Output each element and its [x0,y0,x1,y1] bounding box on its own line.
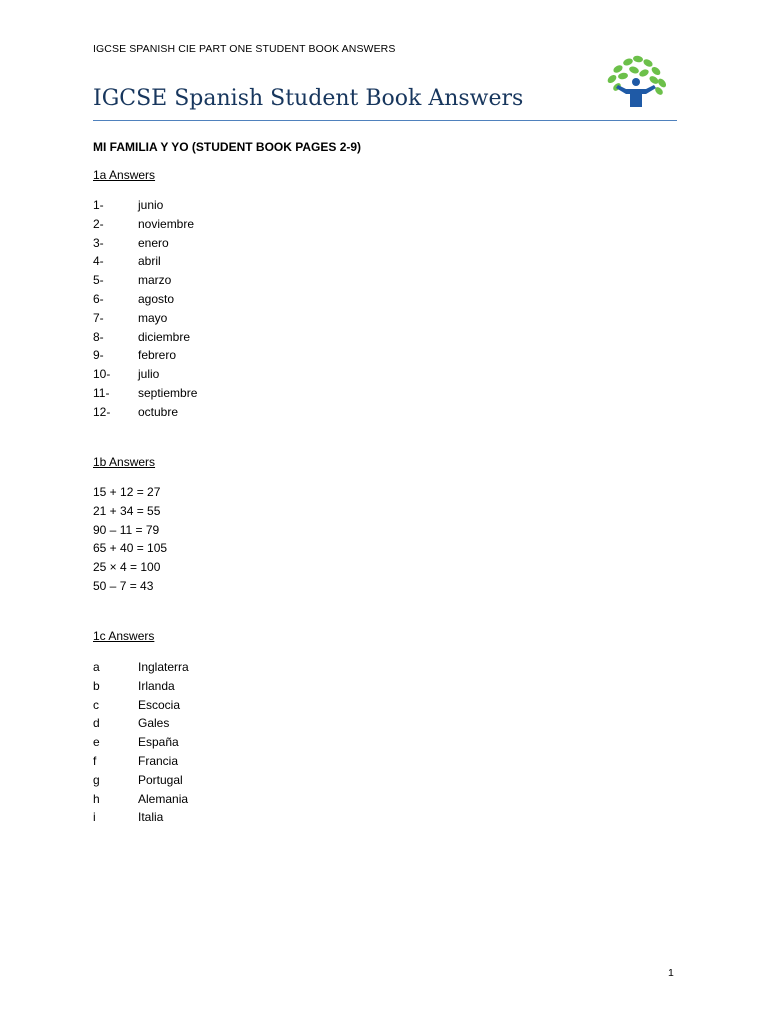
list-item [93,234,197,253]
page-number: 1 [668,967,674,979]
item-text: Irlanda [138,678,175,693]
list-item: 65 + 40 = 105 [93,541,168,556]
list-item: 15 + 12 = 27 [93,485,161,499]
item-text: Francia [138,753,179,768]
item-text: junio [138,198,164,212]
list-item: 90 – 11 = 79 [93,522,160,537]
item-letter: g [93,772,100,787]
list-item [93,714,189,733]
item-text: diciembre [138,329,191,344]
item-text: julio [138,367,160,382]
list-item [93,290,197,309]
item-number: 10- [93,367,111,382]
item-letter: f [93,753,97,768]
list-item [93,808,189,827]
list-item [93,771,189,790]
item-text: Inglaterra [138,660,189,674]
list-item [93,733,189,752]
list-item: 50 – 7 = 43 [93,578,154,593]
list-item [93,658,189,677]
list-item [93,252,197,271]
item-text: abril [138,254,161,269]
list-item [93,196,197,215]
item-text: Alemania [138,791,189,806]
item-number: 4- [93,254,104,269]
list-item [93,403,197,422]
list-item [93,365,197,384]
list-item [93,328,197,347]
item-text: Gales [138,716,170,731]
item-text: septiembre [138,385,198,400]
list-item [93,790,189,809]
list-item [93,696,189,715]
section-heading: MI FAMILIA Y YO (STUDENT BOOK PAGES 2-9) [93,140,362,154]
item-letter: b [93,678,100,693]
list-item: 21 + 34 = 55 [93,503,161,518]
item-text: Portugal [138,772,183,787]
item-number: 5- [93,273,104,288]
item-text: febrero [138,348,177,363]
item-letter: d [93,716,100,731]
subheading-1a: 1a Answers [93,168,156,182]
item-number: 7- [93,310,104,325]
item-number: 1- [93,198,104,212]
subheading-1b: 1b Answers [93,455,156,469]
list-item [93,677,189,696]
list-item [93,346,197,365]
item-text: agosto [138,291,175,306]
item-number: 2- [93,216,104,231]
item-letter: e [93,735,100,750]
item-number: 8- [93,329,104,344]
item-number: 9- [93,348,104,363]
item-text: octubre [138,404,179,419]
list-item [93,384,197,403]
item-number: 12- [93,404,111,419]
list-item: 25 × 4 = 100 [93,560,161,575]
running-header: IGCSE SPANISH CIE PART ONE STUDENT BOOK ANSWERS [93,43,396,55]
document-title: IGCSE Spanish Student Book Answers [93,86,524,111]
item-letter: c [93,697,99,712]
item-text: marzo [138,273,172,288]
item-number: 6- [93,291,104,306]
item-text: España [138,735,179,750]
item-text: Escocia [138,697,181,712]
subheading-1c: 1c Answers [93,629,155,643]
item-text: enero [138,235,169,250]
item-letter: a [93,660,100,674]
item-letter: i [93,810,96,825]
title-divider [93,120,677,121]
list-item [93,271,197,290]
answer-list-1b [93,483,167,596]
item-text: noviembre [138,216,195,231]
item-number: 11- [93,385,110,400]
item-letter: h [93,791,100,806]
list-item [93,309,197,328]
tree-person-icon [604,55,670,111]
item-text: mayo [138,310,168,325]
answer-list-1c [93,658,189,827]
item-text: Italia [138,810,164,825]
item-number: 3- [93,235,104,250]
list-item [93,752,189,771]
answer-list-1a [93,196,197,422]
list-item [93,215,197,234]
